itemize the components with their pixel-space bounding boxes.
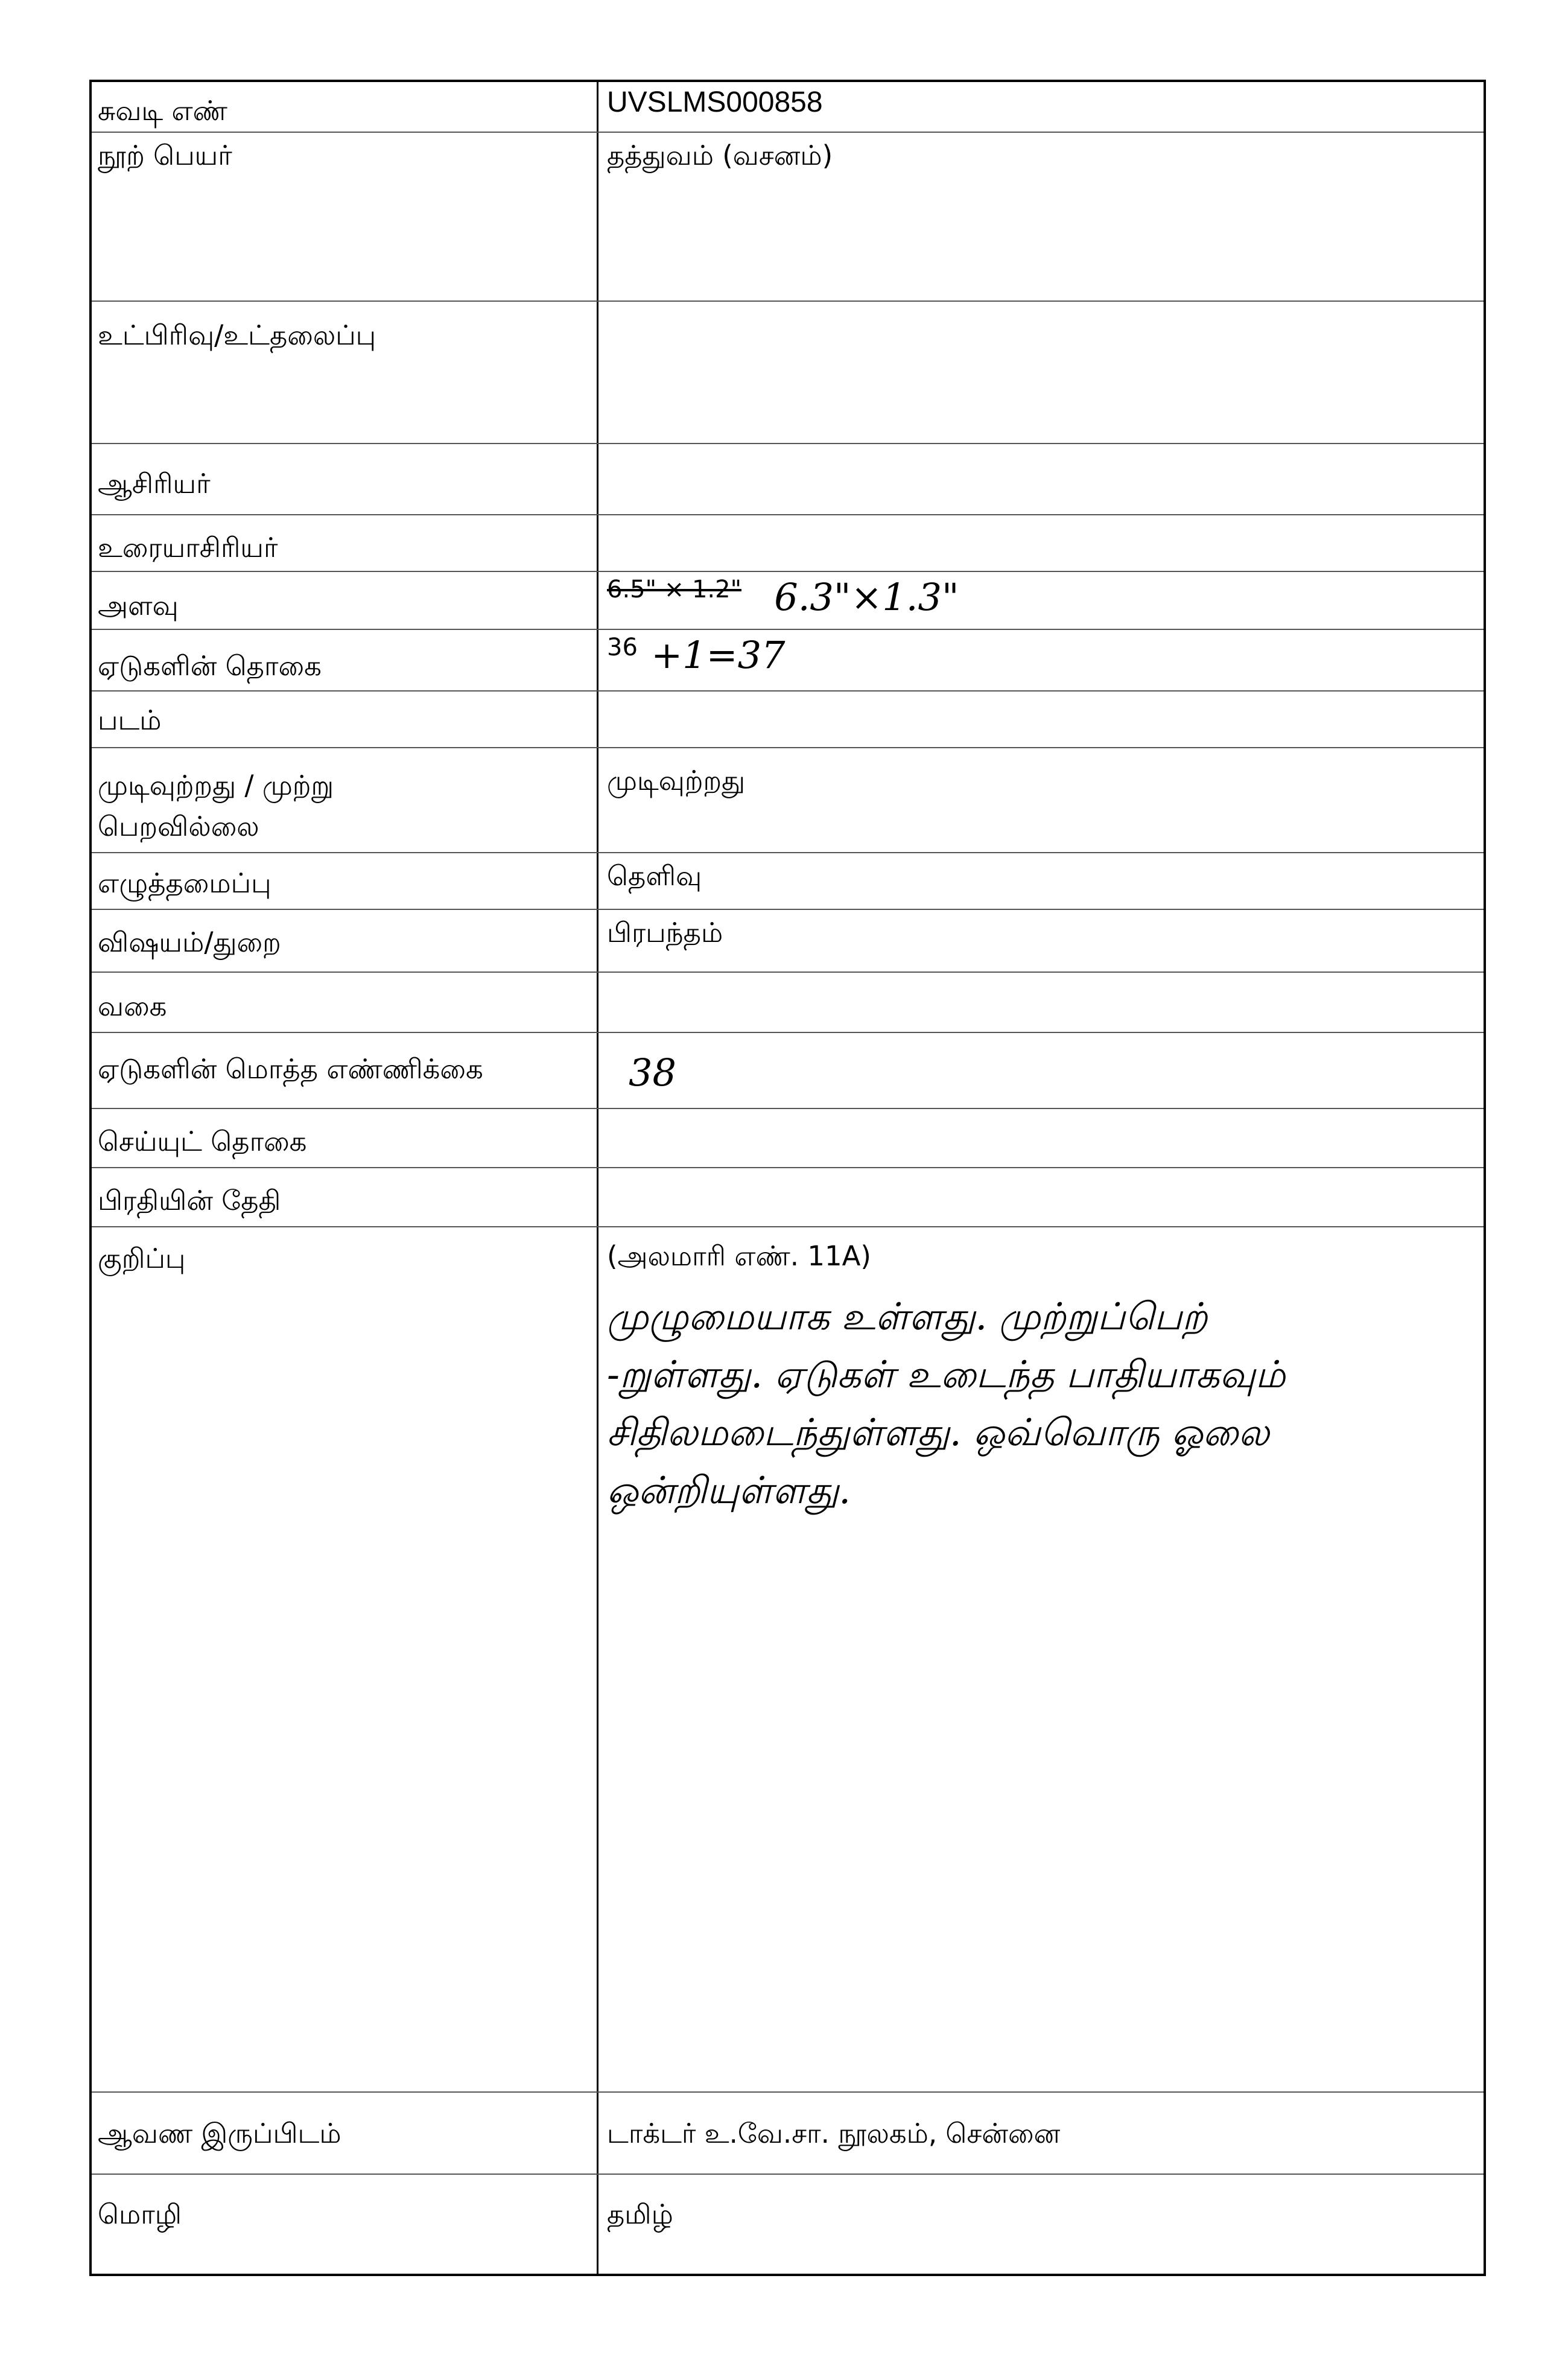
row-location [92, 2091, 1484, 2174]
note-handwritten-block [607, 1288, 1475, 1519]
leaves-handwritten-value: +1=37 [651, 633, 786, 677]
row-commentator [92, 514, 1484, 571]
note-shelf-number: (அலமாரி எண். 11A) [607, 1240, 871, 1272]
size-handwritten-value: 6.3"×1.3" [774, 575, 959, 619]
value-id: UVSLMS000858 [607, 86, 823, 118]
label-leaves: ஏடுகளின் தொகை [98, 650, 322, 682]
label-picture: படம் [98, 704, 162, 736]
value-location: டாக்டர் உ.வே.சா. நூலகம், சென்னை [607, 2117, 1061, 2149]
size-struck-value: 6.5" × 1.2" [607, 576, 741, 603]
leaves-printed-value: 36 [607, 634, 638, 661]
value-script: தெளிவு [607, 860, 702, 892]
value-leaves [598, 630, 1484, 690]
row-subject [92, 909, 1484, 972]
label-location: ஆவண இருப்பிடம் [98, 2117, 341, 2149]
label-subtitle: உட்பிரிவு/உட்தலைப்பு [98, 319, 376, 351]
manuscript-record-table [89, 80, 1486, 2276]
label-completeness: முடிவுற்றது / முற்று பெறவில்லை [98, 769, 334, 842]
row-leaves [92, 629, 1484, 690]
label-language: மொழி [98, 2198, 182, 2230]
row-total-leaves [92, 1032, 1484, 1108]
row-completeness [92, 747, 1484, 852]
row-verses [92, 1108, 1484, 1167]
row-script [92, 852, 1484, 909]
row-size [92, 571, 1484, 629]
label-note: குறிப்பு [98, 1242, 186, 1274]
value-picture [598, 692, 1484, 747]
row-language [92, 2174, 1484, 2276]
note-handwritten-line: சிதிலமடைந்துள்ளது. ஒவ்வொரு ஓலை [607, 1410, 1269, 1454]
row-author [92, 443, 1484, 514]
label-total-leaves: ஏடுகளின் மொத்த எண்ணிக்கை [98, 1053, 483, 1085]
label-type: வகை [98, 990, 167, 1022]
value-copy-date [598, 1168, 1484, 1226]
value-subject: பிரபந்தம் [607, 917, 723, 949]
label-script: எழுத்தமைப்பு [98, 867, 271, 899]
value-language: தமிழ் [607, 2198, 673, 2230]
value-type [598, 973, 1484, 1032]
row-id [92, 82, 1484, 132]
label-title: நூற் பெயர் [98, 139, 232, 171]
value-commentator [598, 515, 1484, 571]
label-size: அளவு [98, 590, 179, 622]
label-copy-date: பிரதியின் தேதி [98, 1185, 281, 1216]
note-handwritten-line: -றுள்ளது. ஏடுகள் உடைந்த பாதியாகவும் [607, 1352, 1286, 1396]
row-note [92, 1226, 1484, 2091]
value-note [598, 1227, 1484, 2091]
label-verses: செய்யுட் தொகை [98, 1125, 307, 1157]
row-subtitle [92, 301, 1484, 443]
label-author: ஆசிரியர் [98, 468, 211, 500]
value-verses [598, 1109, 1484, 1167]
value-title: தத்துவம் (வசனம்) [607, 139, 833, 171]
row-title [92, 132, 1484, 301]
note-handwritten-line: ஒன்றியுள்ளது. [607, 1468, 851, 1513]
row-picture [92, 690, 1484, 747]
value-author [598, 444, 1484, 514]
total-leaves-handwritten-value: 38 [629, 1051, 676, 1095]
label-id: சுவடி எண் [98, 95, 227, 127]
value-total-leaves [598, 1033, 1484, 1108]
row-type [92, 972, 1484, 1032]
label-commentator: உரையாசிரியர் [98, 532, 278, 564]
value-size [598, 572, 1484, 629]
note-handwritten-line: முழுமையாக உள்ளது. முற்றுப்பெற் [607, 1294, 1208, 1338]
row-copy-date [92, 1167, 1484, 1226]
label-subject: விஷயம்/துறை [98, 926, 281, 958]
value-subtitle [598, 302, 1484, 443]
value-completeness: முடிவுற்றது [607, 765, 746, 797]
